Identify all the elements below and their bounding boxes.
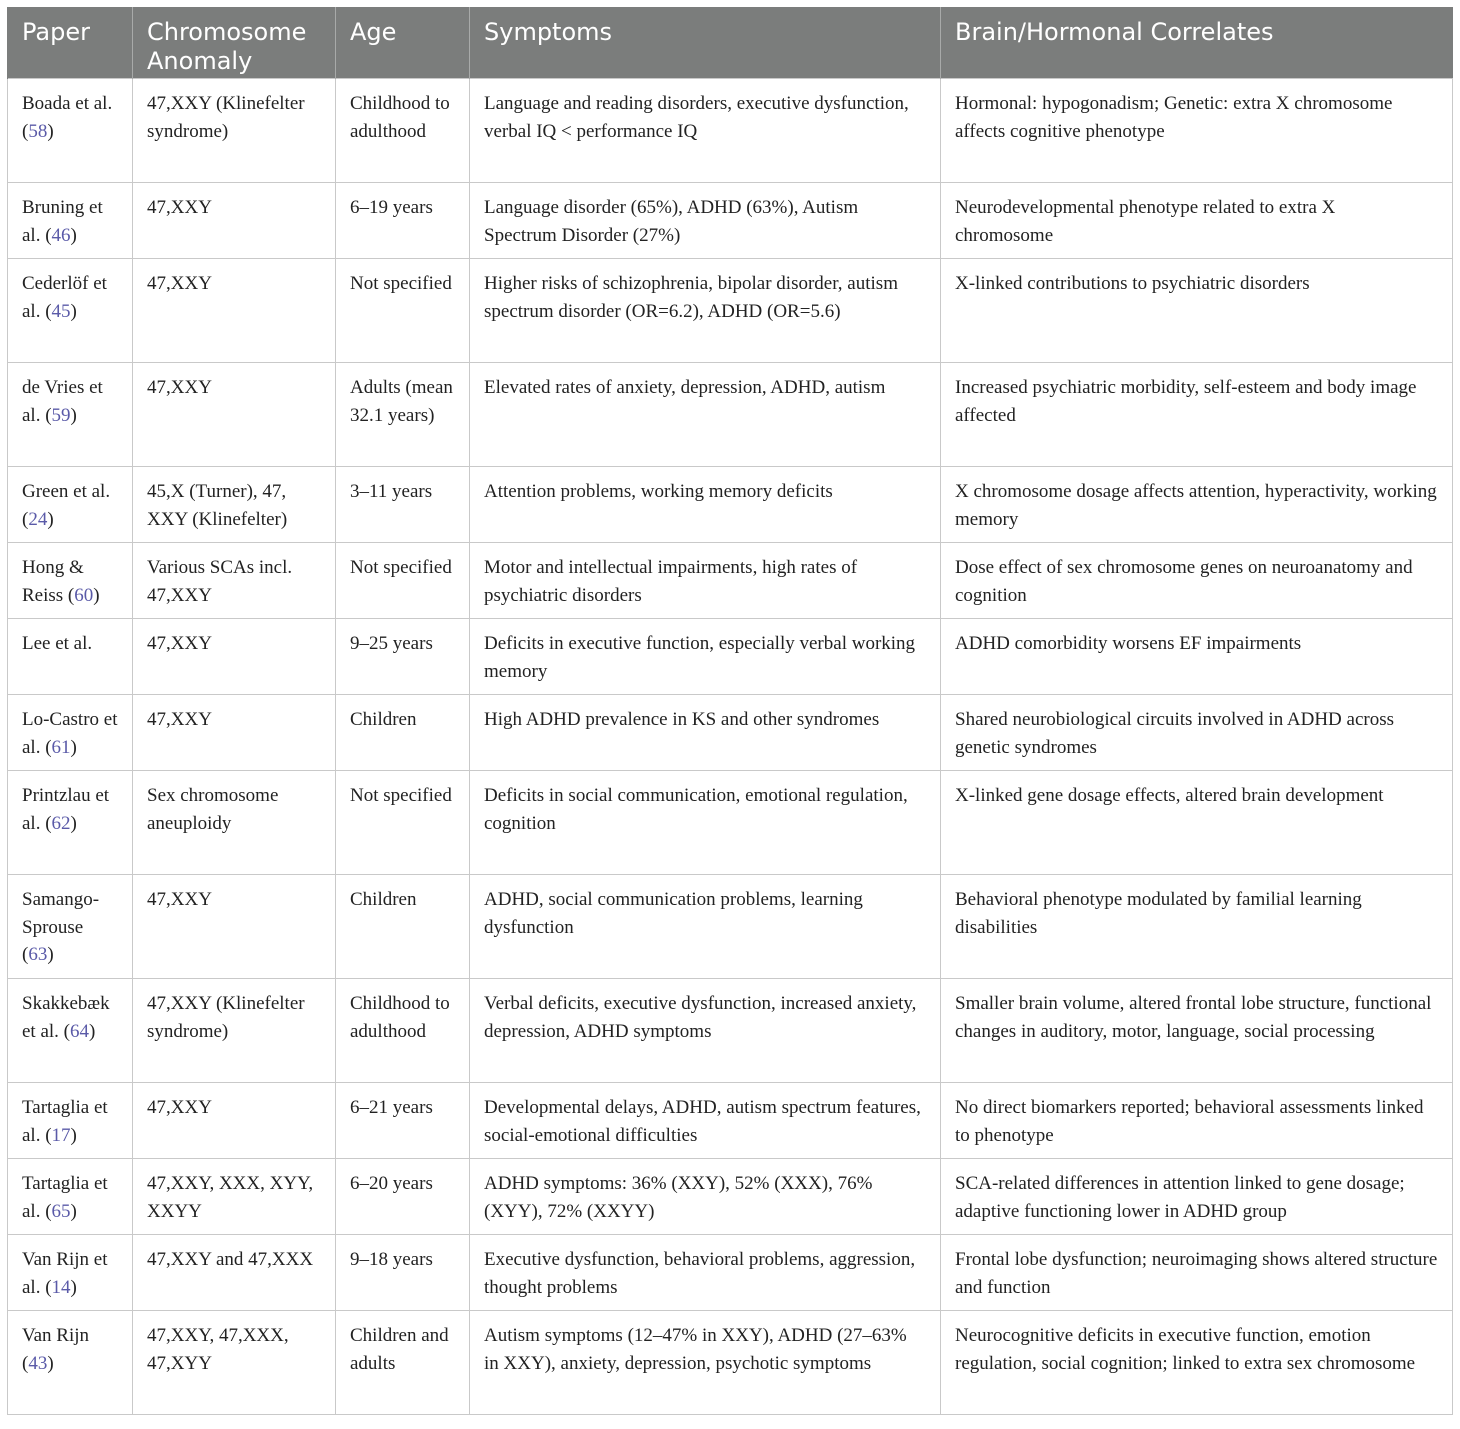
cell-chromosome-anomaly: 47,XXY, 47,XXX, 47,XYY	[133, 1311, 336, 1415]
reference-link[interactable]: 64	[70, 1020, 90, 1042]
paper-ref-close: )	[70, 300, 77, 322]
table-row	[8, 543, 1453, 619]
reference-link[interactable]: 17	[51, 1124, 71, 1146]
cell-correlates: Smaller brain volume, altered frontal lobe structure, functional changes in auditory, motor, language, social processing	[941, 979, 1453, 1083]
cell-correlates: ADHD comorbidity worsens EF impairments	[941, 619, 1453, 695]
table-row	[8, 79, 1453, 183]
cell-paper	[8, 771, 133, 875]
cell-symptoms: Deficits in social communication, emotional regulation, cognition	[470, 771, 941, 875]
cell-age: Not specified	[336, 259, 470, 363]
cell-age: 9–25 years	[336, 619, 470, 695]
cell-correlates: X chromosome dosage affects attention, hyperactivity, working memory	[941, 467, 1453, 543]
reference-link[interactable]: 58	[28, 120, 48, 142]
header-paper: Paper	[8, 7, 133, 79]
cell-paper	[8, 1235, 133, 1311]
cell-age: 9–18 years	[336, 1235, 470, 1311]
paper-ref-close: )	[47, 120, 54, 142]
reference-link[interactable]: 65	[51, 1200, 71, 1222]
cell-paper	[8, 979, 133, 1083]
cell-correlates: Hormonal: hypogonadism; Genetic: extra X chromosome affects cognitive phenotype	[941, 79, 1453, 183]
cell-correlates: Neurocognitive deficits in executive function, emotion regulation, social cognition; linked to extra sex chromosome	[941, 1311, 1453, 1415]
cell-chromosome-anomaly: 47,XXY	[133, 1083, 336, 1159]
paper-author: Tartaglia et al. (	[22, 1097, 108, 1146]
cell-chromosome-anomaly: 47,XXY, XXX, XYY, XXYY	[133, 1159, 336, 1235]
cell-symptoms: Executive dysfunction, behavioral problems, aggression, thought problems	[470, 1235, 941, 1311]
paper-ref-close: )	[70, 1276, 77, 1298]
paper-author: Cederlöf et al. (	[22, 273, 107, 322]
header-age: Age	[336, 7, 470, 79]
cell-symptoms: ADHD, social communication problems, learning dysfunction	[470, 875, 941, 979]
cell-paper	[8, 1083, 133, 1159]
header-row	[8, 7, 1453, 79]
cell-age: Children	[336, 695, 470, 771]
paper-author: Skakkebæk et al. (	[22, 993, 110, 1042]
cell-age: Childhood to adulthood	[336, 979, 470, 1083]
table-row	[8, 979, 1453, 1083]
table-row	[8, 1159, 1453, 1235]
cell-correlates: Neurodevelopmental phenotype related to extra X chromosome	[941, 183, 1453, 259]
paper-author: Tartaglia et al. (	[22, 1173, 108, 1222]
table-row	[8, 363, 1453, 467]
cell-paper	[8, 1311, 133, 1415]
table-row	[8, 183, 1453, 259]
table-row	[8, 875, 1453, 979]
cell-chromosome-anomaly: 47,XXY (Klinefelter syndrome)	[133, 79, 336, 183]
cell-correlates: Increased psychiatric morbidity, self-esteem and body image affected	[941, 363, 1453, 467]
cell-chromosome-anomaly: 47,XXY	[133, 183, 336, 259]
reference-link[interactable]: 63	[28, 944, 48, 966]
cell-paper	[8, 467, 133, 543]
paper-ref-close: )	[93, 584, 100, 606]
paper-ref-close: )	[47, 508, 54, 530]
cell-age: Children and adults	[336, 1311, 470, 1415]
cell-chromosome-anomaly: 47,XXY	[133, 363, 336, 467]
cell-correlates: X-linked gene dosage effects, altered brain development	[941, 771, 1453, 875]
cell-correlates: Dose effect of sex chromosome genes on neuroanatomy and cognition	[941, 543, 1453, 619]
cell-symptoms: Developmental delays, ADHD, autism spectrum features, social-emotional difficulties	[470, 1083, 941, 1159]
reference-link[interactable]: 43	[28, 1352, 48, 1374]
table-row	[8, 1235, 1453, 1311]
paper-author: Van Rijn (	[22, 1325, 90, 1374]
cell-symptoms: Language and reading disorders, executive dysfunction, verbal IQ < performance IQ	[470, 79, 941, 183]
cell-chromosome-anomaly: 47,XXY	[133, 259, 336, 363]
cell-paper	[8, 183, 133, 259]
table-row	[8, 1311, 1453, 1415]
paper-ref-close: )	[47, 944, 54, 966]
cell-symptoms: Verbal deficits, executive dysfunction, increased anxiety, depression, ADHD symptoms	[470, 979, 941, 1083]
cell-chromosome-anomaly: Sex chromosome aneuploidy	[133, 771, 336, 875]
reference-link[interactable]: 62	[51, 812, 71, 834]
table-row	[8, 1083, 1453, 1159]
header-symptoms: Symptoms	[470, 7, 941, 79]
cell-paper	[8, 79, 133, 183]
paper-ref-close: )	[70, 1124, 77, 1146]
cell-paper	[8, 619, 133, 695]
paper-author: de Vries et al. (	[22, 377, 103, 426]
paper-ref-close: )	[89, 1020, 96, 1042]
cell-paper	[8, 259, 133, 363]
cell-paper	[8, 875, 133, 979]
cell-age: Not specified	[336, 543, 470, 619]
cell-paper	[8, 1159, 133, 1235]
paper-author: Boada et al. (	[22, 93, 113, 142]
cell-symptoms: Autism symptoms (12–47% in XXY), ADHD (27–63% in XXY), anxiety, depression, psychotic symptoms	[470, 1311, 941, 1415]
cell-age: Children	[336, 875, 470, 979]
cell-age: Adults (mean 32.1 years)	[336, 363, 470, 467]
reference-link[interactable]: 60	[74, 584, 94, 606]
table-row	[8, 771, 1453, 875]
cell-paper	[8, 543, 133, 619]
paper-author: Green et al. (	[22, 481, 111, 530]
cell-correlates: Frontal lobe dysfunction; neuroimaging shows altered structure and function	[941, 1235, 1453, 1311]
cell-chromosome-anomaly: Various SCAs incl. 47,XXY	[133, 543, 336, 619]
paper-author: Hong & Reiss (	[22, 557, 84, 606]
cell-correlates: X-linked contributions to psychiatric disorders	[941, 259, 1453, 363]
table-row	[8, 259, 1453, 363]
cell-chromosome-anomaly: 47,XXY	[133, 695, 336, 771]
reference-link[interactable]: 61	[51, 736, 71, 758]
cell-symptoms: High ADHD prevalence in KS and other syndromes	[470, 695, 941, 771]
paper-ref-close: )	[70, 224, 77, 246]
paper-ref-close: )	[47, 1352, 54, 1374]
paper-ref-close: )	[70, 812, 77, 834]
cell-age: Not specified	[336, 771, 470, 875]
cell-correlates: No direct biomarkers reported; behavioral assessments linked to phenotype	[941, 1083, 1453, 1159]
cell-symptoms: Language disorder (65%), ADHD (63%), Autism Spectrum Disorder (27%)	[470, 183, 941, 259]
reference-link[interactable]: 46	[51, 224, 71, 246]
cell-age: 6–20 years	[336, 1159, 470, 1235]
reference-link[interactable]: 45	[51, 300, 71, 322]
table-row	[8, 619, 1453, 695]
cell-symptoms: ADHD symptoms: 36% (XXY), 52% (XXX), 76% (XYY), 72% (XXYY)	[470, 1159, 941, 1235]
cell-chromosome-anomaly: 47,XXY and 47,XXX	[133, 1235, 336, 1311]
header-brain-hormonal-correlates: Brain/Hormonal Correlates	[941, 7, 1453, 79]
cell-chromosome-anomaly: 47,XXY (Klinefelter syndrome)	[133, 979, 336, 1083]
paper-author: Samango-Sprouse (	[22, 889, 100, 966]
reference-link[interactable]: 24	[28, 508, 48, 530]
cell-symptoms: Motor and intellectual impairments, high rates of psychiatric disorders	[470, 543, 941, 619]
paper-ref-close: )	[70, 736, 77, 758]
paper-author: Lee et al.	[22, 633, 93, 654]
paper-ref-close: )	[70, 1200, 77, 1222]
table-row	[8, 695, 1453, 771]
cell-symptoms: Higher risks of schizophrenia, bipolar disorder, autism spectrum disorder (OR=6.2), ADHD (OR=5.6)	[470, 259, 941, 363]
cell-paper	[8, 695, 133, 771]
reference-link[interactable]: 59	[51, 404, 71, 426]
cell-age: Childhood to adulthood	[336, 79, 470, 183]
paper-ref-close: )	[70, 404, 77, 426]
cell-age: 6–19 years	[336, 183, 470, 259]
reference-link[interactable]: 14	[51, 1276, 71, 1298]
paper-author: Bruning et al. (	[22, 197, 103, 246]
table-header	[8, 7, 1453, 79]
cell-paper	[8, 363, 133, 467]
cell-chromosome-anomaly: 47,XXY	[133, 619, 336, 695]
cell-symptoms: Attention problems, working memory deficits	[470, 467, 941, 543]
table-row	[8, 467, 1453, 543]
cell-symptoms: Deficits in executive function, especially verbal working memory	[470, 619, 941, 695]
data-table	[7, 7, 1453, 1415]
cell-chromosome-anomaly: 45,X (Turner), 47, XXY (Klinefelter)	[133, 467, 336, 543]
cell-chromosome-anomaly: 47,XXY	[133, 875, 336, 979]
paper-author: Van Rijn et al. (	[22, 1249, 108, 1298]
table-body	[8, 79, 1453, 1415]
data-table-container	[7, 7, 1452, 1415]
cell-correlates: SCA-related differences in attention linked to gene dosage; adaptive functioning lower in ADHD group	[941, 1159, 1453, 1235]
cell-correlates: Shared neurobiological circuits involved in ADHD across genetic syndromes	[941, 695, 1453, 771]
paper-author: Lo-Castro et al. (	[22, 709, 118, 758]
paper-author: Printzlau et al. (	[22, 785, 110, 834]
cell-age: 3–11 years	[336, 467, 470, 543]
cell-age: 6–21 years	[336, 1083, 470, 1159]
cell-symptoms: Elevated rates of anxiety, depression, ADHD, autism	[470, 363, 941, 467]
cell-correlates: Behavioral phenotype modulated by familial learning disabilities	[941, 875, 1453, 979]
header-chromosome-anomaly: Chromosome Anomaly	[133, 7, 336, 79]
